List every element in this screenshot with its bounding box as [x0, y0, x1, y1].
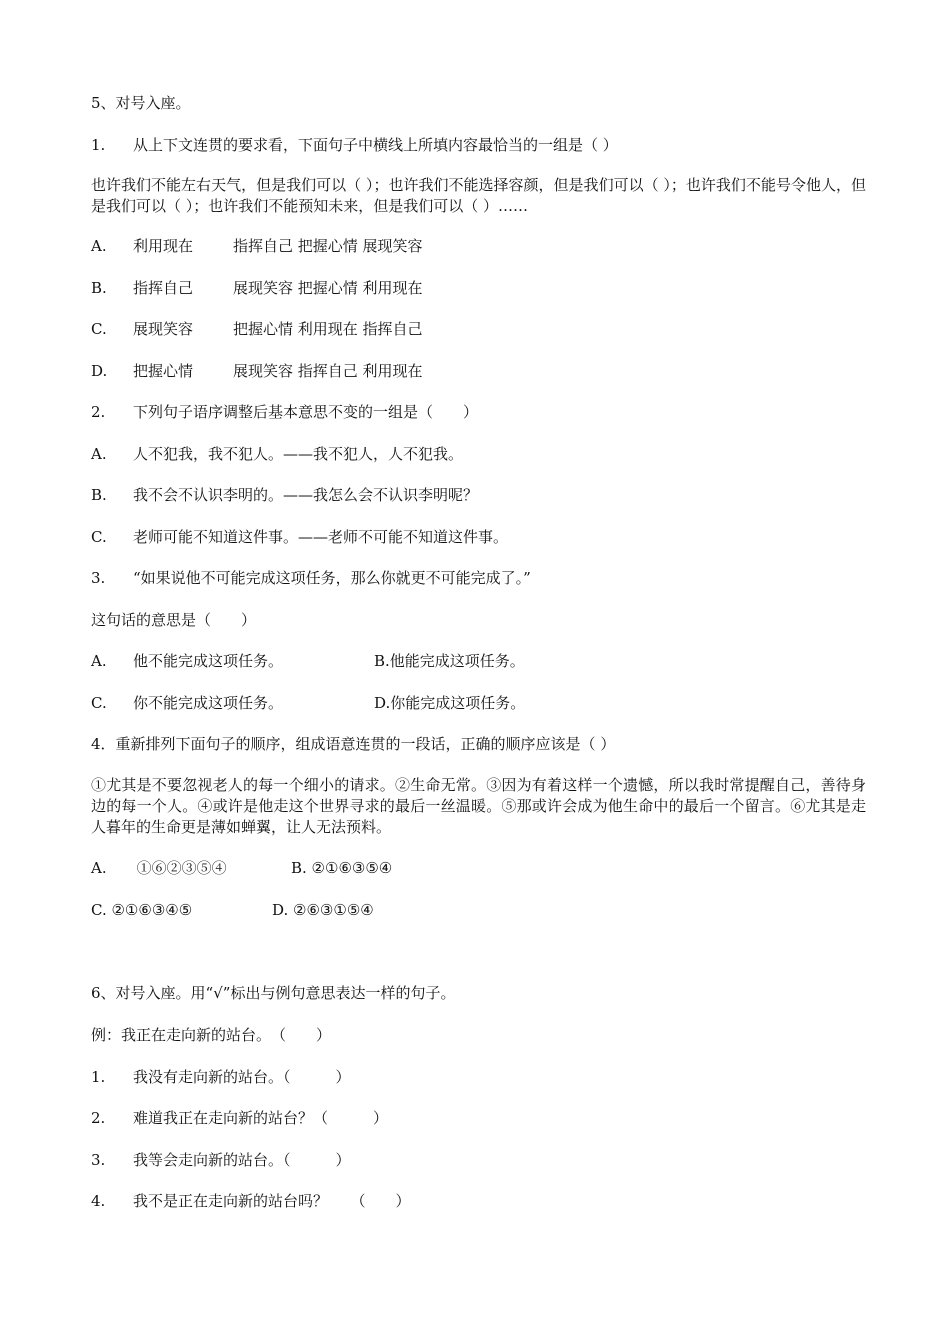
q5-2-stem [91, 402, 478, 422]
option-letter: A. [91, 237, 107, 255]
item-num: 2. [91, 1109, 106, 1127]
q5-3-sub: 这句话的意思是（ ） [91, 611, 257, 629]
q5-2-option-b [91, 485, 478, 505]
option-rest: 把握心情 利用现在 指挥自己 [233, 320, 423, 338]
q5-2-stem-text: 下列句子语序调整后基本意思不变的一组是（ ） [133, 403, 479, 421]
q5-1-option-d [91, 361, 423, 381]
q5-3-stem [91, 568, 531, 588]
item-text: 我等会走向新的站台。（ ） [133, 1151, 351, 1169]
option-text: 我不会不认识李明的。——我怎么会不认识李明呢？ [133, 486, 479, 504]
q5-3-option-b: B.他能完成这项任务。 [374, 652, 525, 670]
q6-item-4 [91, 1191, 411, 1211]
section-6-title: 6、对号入座。用“√”标出与例句意思表达一样的句子。 [91, 984, 456, 1002]
option-rest: 展现笑容 把握心情 利用现在 [233, 279, 423, 297]
q5-1-passage: 也许我们不能左右天气，但是我们可以（ ）；也许我们不能选择容颜，但是我们可以（ ）；也许我们不能号令他人，但是我们可以（ ）；也许我们不能预知未来，但是我们可以（ ）…… [91, 176, 866, 215]
option-text: 人不犯我，我不犯人。——我不犯人，人不犯我。 [133, 445, 464, 463]
section-5-title: 5、对号入座。 [91, 94, 191, 112]
option-rest: 展现笑容 指挥自己 利用现在 [233, 362, 423, 380]
q5-1-num: 1. [91, 136, 106, 154]
option-letter: C. [91, 320, 107, 338]
q5-1-option-c [91, 319, 423, 339]
q5-3-option-c-letter: C. [91, 694, 107, 712]
q6-item-2 [91, 1108, 388, 1128]
q6-item-3 [91, 1150, 351, 1170]
option-first: 展现笑容 [133, 320, 194, 338]
option-rest: 指挥自己 把握心情 展现笑容 [233, 237, 423, 255]
item-num: 1. [91, 1068, 106, 1086]
option-letter: A. [91, 445, 107, 463]
option-letter: B. [91, 486, 107, 504]
option-first: 把握心情 [133, 362, 194, 380]
q5-3-option-c: 你不能完成这项任务。 [133, 694, 284, 712]
q5-2-option-a [91, 444, 463, 464]
q6-example: 例：我正在走向新的站台。 （ ） [91, 1026, 332, 1044]
q5-3-option-d: D.你能完成这项任务。 [374, 694, 526, 712]
q5-3-option-a-letter: A. [91, 652, 107, 670]
q5-1-stem [91, 135, 618, 155]
q5-1-stem-text: 从上下文连贯的要求看，下面句子中横线上所填内容最恰当的一组是（ ） [133, 136, 618, 154]
item-num: 4. [91, 1192, 106, 1210]
q6-item-1 [91, 1067, 351, 1087]
q5-4-option-c: C. ②①⑥③④⑤ [91, 901, 193, 919]
item-text: 我不是正在走向新的站台吗？ （ ） [133, 1192, 411, 1210]
q5-3-num: 3. [91, 569, 106, 587]
q5-1-option-a [91, 236, 423, 256]
option-first: 指挥自己 [133, 279, 194, 297]
q5-4-option-a: A. ①⑥②③⑤④ [91, 859, 227, 877]
q5-1-option-b [91, 278, 423, 298]
item-num: 3. [91, 1151, 106, 1169]
option-letter: C. [91, 528, 107, 546]
option-first: 利用现在 [133, 237, 194, 255]
q5-4-passage: ①尤其是不要忽视老人的每一个细小的请求。②生命无常。③因为有着这样一个遗憾，所以我时常提醒自己，善待身边的每一个人。④或许是他走这个世界寻求的最后一丝温暖。⑤那或许会成为他生命中的最后一个留言。⑥尤其是走人暮年的生命更是薄如蝉翼，让人无法预料。 [91, 776, 866, 836]
option-letter: B. [91, 279, 107, 297]
option-letter: D. [91, 362, 108, 380]
option-text: 老师可能不知道这件事。——老师不可能不知道这件事。 [133, 528, 509, 546]
item-text: 我没有走向新的站台。（ ） [133, 1068, 351, 1086]
q5-4-option-b: B. ②①⑥③⑤④ [291, 859, 393, 877]
q5-2-option-c [91, 527, 508, 547]
item-text: 难道我正在走向新的站台？（ ） [133, 1109, 389, 1127]
q5-3-option-a: 他不能完成这项任务。 [133, 652, 284, 670]
q5-4-stem: 4．重新排列下面句子的顺序，组成语意连贯的一段话，正确的顺序应该是（ ） [91, 735, 616, 753]
q5-4-option-d: D. ②⑥③①⑤④ [272, 901, 374, 919]
q5-2-num: 2. [91, 403, 106, 421]
q5-3-stem-text: “如果说他不可能完成这项任务，那么你就更不可能完成了。” [133, 569, 531, 587]
